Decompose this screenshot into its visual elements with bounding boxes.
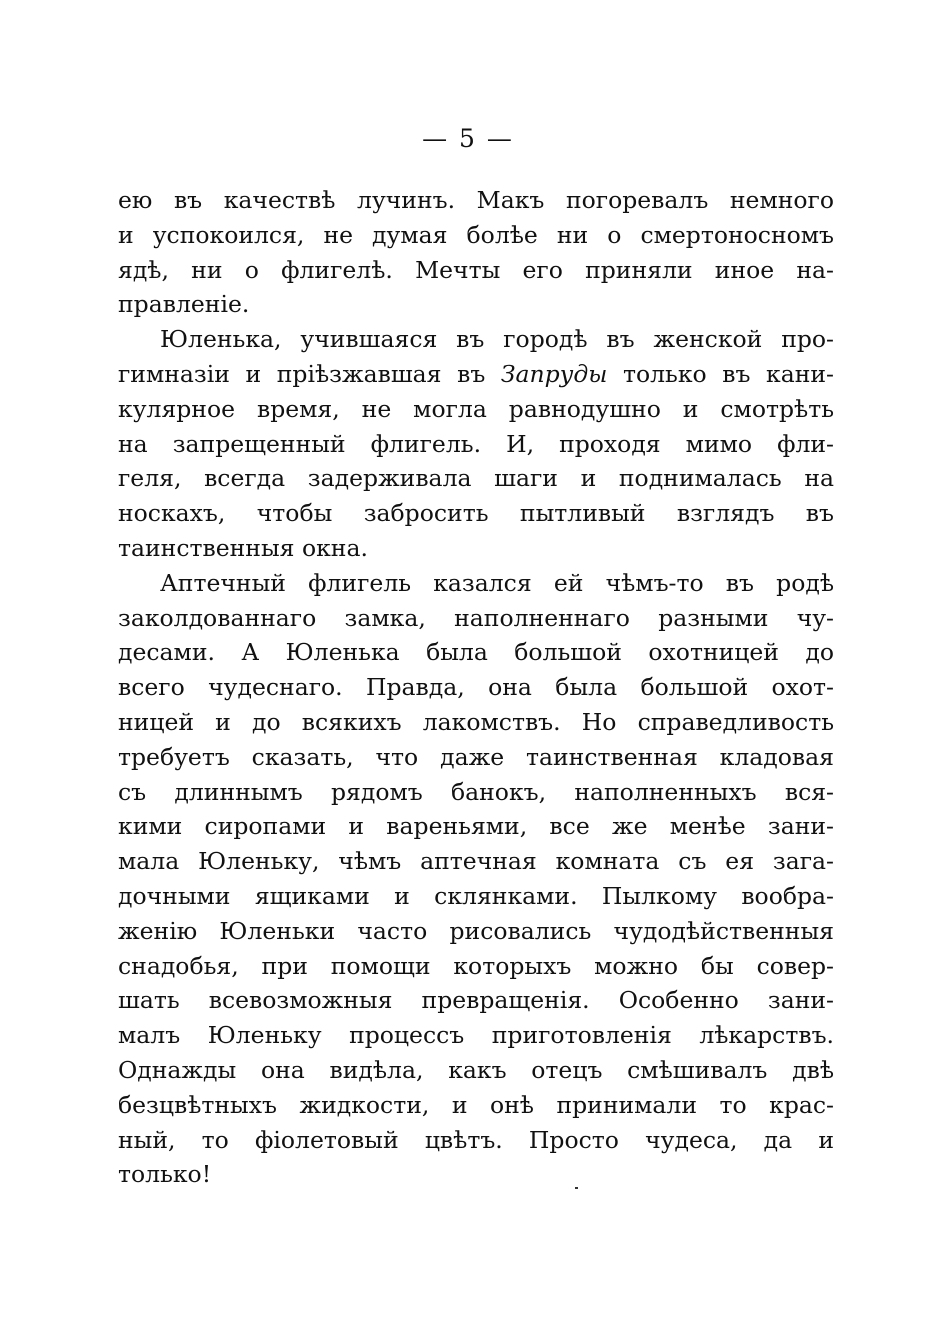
text-line: малъ Юленьку процессъ приготовленія лѣкарствъ. xyxy=(118,1021,834,1050)
text-line: снадобья, при помощи которыхъ можно бы совер- xyxy=(118,951,834,980)
text-line: носкахъ, чтобы забросить пытливый взглядъ въ xyxy=(118,499,834,528)
text-line: геля, всегда задерживала шаги и поднималась на xyxy=(118,464,834,493)
text-line: ницей и до всякихъ лакомствъ. Но справедливость xyxy=(118,707,834,736)
text-segment: гимназіи и пріѣзжавшая въ xyxy=(118,359,486,388)
place-name-italic: Запруды xyxy=(500,359,608,388)
text-line: кулярное время, не могла равнодушно и смотрѣть xyxy=(118,394,834,423)
text-line: дочными ящиками и склянками. Пылкому вообра- xyxy=(118,881,834,910)
text-line: Аптечный флигель казался ей чѣмъ-то въ родѣ xyxy=(160,568,834,597)
page-number: — 5 — xyxy=(422,124,514,153)
text-line: десами. А Юленька была большой охотницей до xyxy=(118,638,834,667)
text-line: шать всевозможныя превращенія. Особенно зани- xyxy=(118,986,834,1015)
text-line: на запрещенный флигель. И, проходя мимо фли- xyxy=(118,429,834,458)
text-line: таинственныя окна. xyxy=(118,533,368,562)
text-line: ный, то фіолетовый цвѣтъ. Просто чудеса, да и xyxy=(118,1125,834,1154)
text-line: только! xyxy=(118,1160,212,1189)
text-line-with-italic xyxy=(118,357,834,392)
text-line: кими сиропами и вареньями, все же менѣе зани- xyxy=(118,812,834,841)
text-line: ядѣ, ни о флигелѣ. Мечты его приняли иное на- xyxy=(118,255,834,284)
text-line: съ длиннымъ рядомъ банокъ, наполненныхъ вся- xyxy=(118,777,834,806)
text-line: и успокоился, не думая болѣе ни о смертоносномъ xyxy=(118,220,834,249)
text-line: женію Юленьки часто рисовались чудодѣйственныя xyxy=(118,916,834,945)
text-line: ею въ качествѣ лучинъ. Макъ погоревалъ немного xyxy=(118,186,834,214)
page-body xyxy=(118,183,834,1192)
print-speck xyxy=(575,1187,578,1189)
text-segment: только въ кани- xyxy=(622,359,834,388)
text-line: правленіе. xyxy=(118,290,250,319)
text-line: заколдованнаго замка, наполненнаго разными чу- xyxy=(118,603,834,632)
text-line: мала Юленьку, чѣмъ аптечная комната съ ея зага- xyxy=(118,847,834,876)
text-line: Юленька, учившаяся въ городѣ въ женской про- xyxy=(160,325,834,354)
text-line: требуетъ сказать, что даже таинственная кладовая xyxy=(118,742,834,771)
text-line: всего чудеснаго. Правда, она была большой охот- xyxy=(118,673,834,702)
text-line: Однажды она видѣла, какъ отецъ смѣшивалъ двѣ xyxy=(118,1055,834,1084)
text-line: безцвѣтныхъ жидкости, и онѣ принимали то крас- xyxy=(118,1090,834,1119)
